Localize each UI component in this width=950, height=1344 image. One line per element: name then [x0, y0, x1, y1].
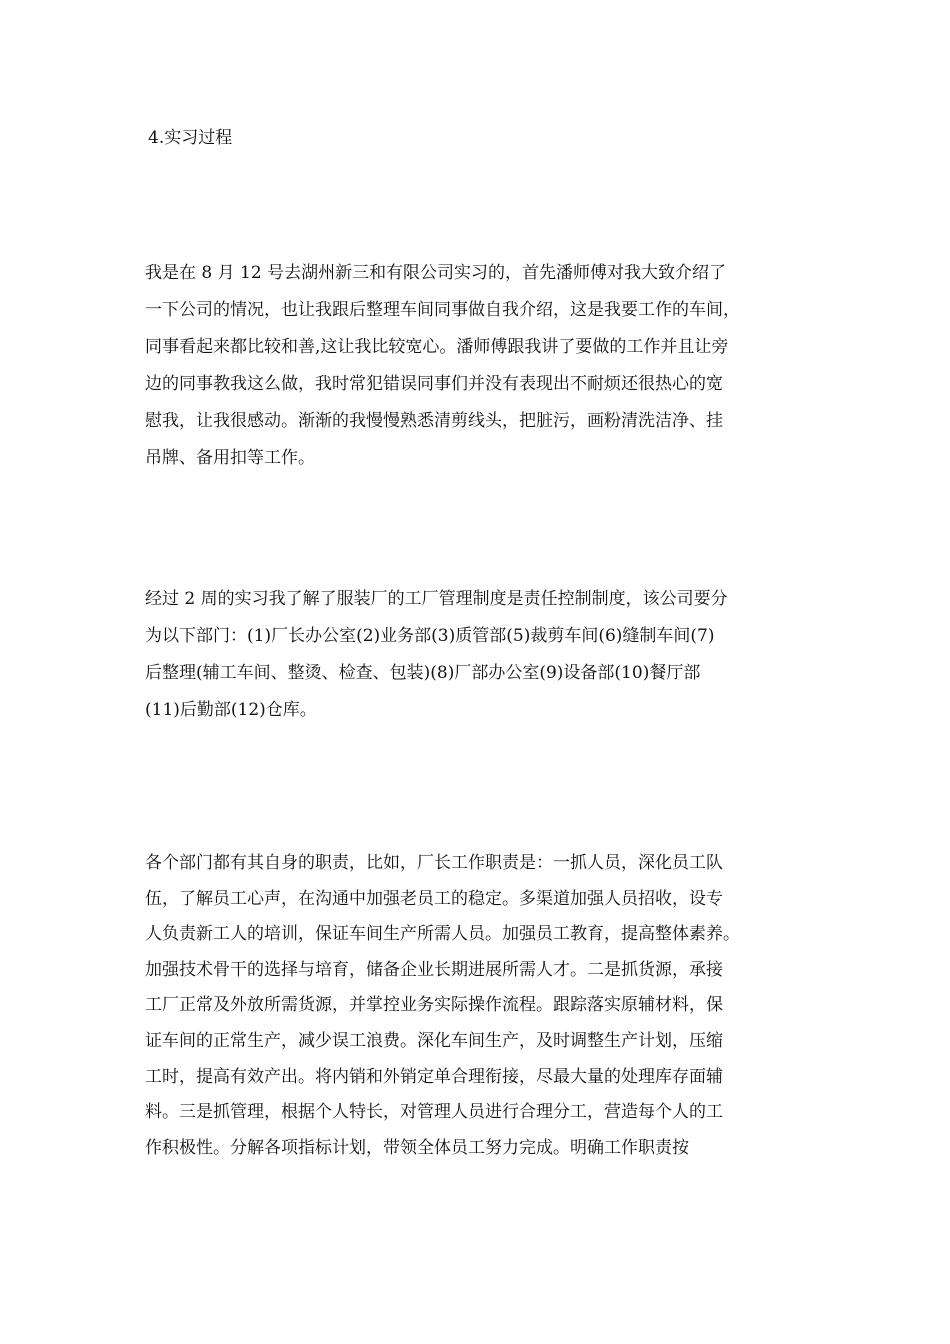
paragraph-line: 作积极性。分解各项指标计划，带领全体员工努力完成。明确工作职责按 [145, 1137, 689, 1158]
paragraph-line: 工厂正常及外放所需货源，并掌控业务实际操作流程。跟踪落实原辅材料，保 [145, 995, 723, 1016]
section-heading: 4.实习过程 [148, 128, 233, 148]
paragraph-line: 人负责新工人的培训，保证车间生产所需人员。加强员工教育，提高整体素养。 [145, 924, 740, 945]
paragraph-responsibilities [145, 846, 815, 1166]
paragraph-departments [145, 581, 815, 729]
paragraph-line: 工时，提高有效产出。将内销和外销定单合理衔接，尽最大量的处理库存面辅 [145, 1066, 723, 1087]
paragraph-line: 加强技术骨干的选择与培育，储备企业长期进展所需人才。二是抓货源，承接 [145, 959, 723, 980]
paragraph-line: 料。三是抓管理，根据个人特长，对管理人员进行合理分工，营造每个人的工 [145, 1102, 723, 1123]
paragraph-line: 后整理(辅工车间、整烫、检查、包装)(8)厂部办公室(9)设备部(10)餐厅部 [145, 663, 701, 683]
paragraph-line: 伍，了解员工心声，在沟通中加强老员工的稳定。多渠道加强人员招收，设专 [145, 888, 723, 909]
paragraph-line: 同事看起来都比较和善,这让我比较宽心。潘师傅跟我讲了要做的工作并且让旁 [145, 337, 729, 357]
paragraph-line: (11)后勤部(12)仓库。 [145, 700, 317, 720]
paragraph-internship-start [145, 255, 815, 477]
paragraph-line: 为以下部门：(1)厂长办公室(2)业务部(3)质管部(5)裁剪车间(6)缝制车间(7) [145, 626, 715, 646]
paragraph-line: 慰我，让我很感动。渐渐的我慢慢熟悉清剪线头，把脏污，画粉清洗洁净、挂 [145, 411, 723, 431]
paragraph-line: 经过 2 周的实习我了解了服装厂的工厂管理制度是责任控制制度，该公司要分 [145, 589, 728, 609]
paragraph-line: 证车间的正常生产，减少误工浪费。深化车间生产，及时调整生产计划，压缩 [145, 1030, 723, 1051]
paragraph-line: 我是在 8 月 12 号去湖州新三和有限公司实习的，首先潘师傅对我大致介绍了 [145, 263, 727, 283]
paragraph-line: 吊牌、备用扣等工作。 [145, 448, 315, 468]
paragraph-line: 各个部门都有其自身的职责，比如，厂长工作职责是：一抓人员，深化员工队 [145, 853, 723, 873]
paragraph-line: 边的同事教我这么做，我时常犯错误同事们并没有表现出不耐烦还很热心的宽 [145, 374, 723, 394]
paragraph-line: 一下公司的情况，也让我跟后整理车间同事做自我介绍，这是我要工作的车间， [145, 300, 740, 320]
